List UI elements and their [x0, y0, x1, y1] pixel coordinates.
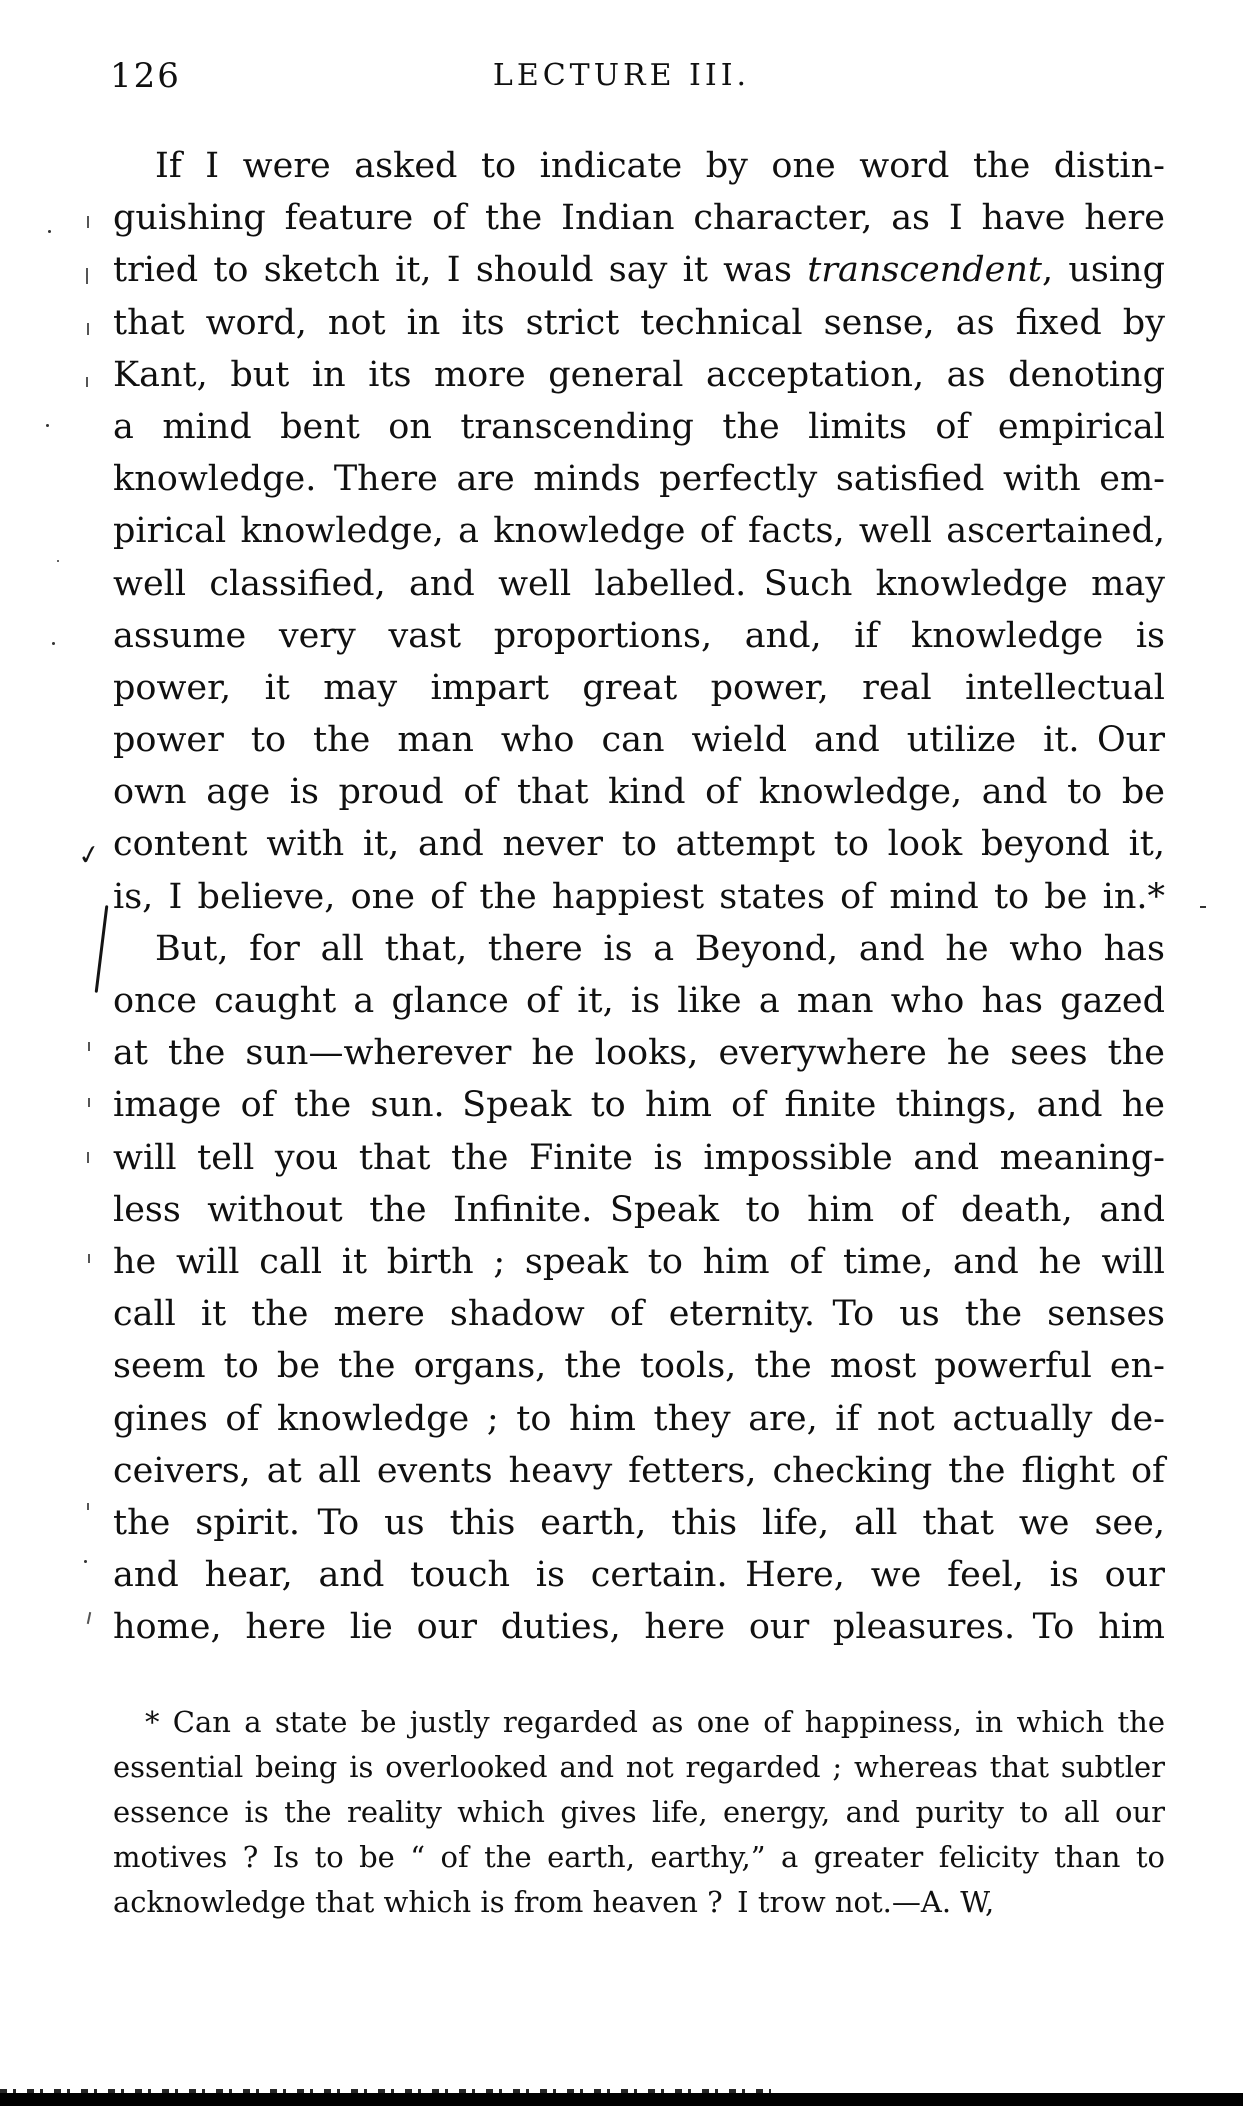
margin-tick: [87, 1503, 89, 1510]
text-line: a mind bent on transcending the limits of empirical: [113, 406, 1165, 447]
text-line: guishing feature of the Indian character, as I have here: [113, 198, 1165, 239]
text-line: at the sun—wherever he looks, everywhere he sees the: [113, 1033, 1165, 1074]
margin-tick: [86, 377, 88, 387]
margin-tick: [87, 1152, 89, 1163]
paragraph-2: [113, 923, 1165, 1654]
margin-tick: [87, 323, 89, 335]
scan-speck: [84, 1560, 87, 1563]
page-number: 126: [110, 56, 181, 96]
text-line: is, I believe, one of the happiest states of mind to be in.*: [113, 876, 1165, 917]
text-segment: , using: [1041, 250, 1165, 291]
running-title: LECTURE III.: [492, 58, 751, 93]
text-line: home, here lie our duties, here our pleasures. To him: [113, 1607, 1165, 1648]
text-line: well classified, and well labelled. Such knowledge may: [113, 563, 1165, 604]
scan-speck: [48, 230, 51, 233]
text-line: the spirit. To us this earth, this life, all that we see,: [113, 1502, 1165, 1543]
text-line: ceivers, at all events heavy fetters, checking the flight of: [113, 1450, 1165, 1491]
margin-tick: [87, 216, 89, 228]
italic-word: transcendent: [807, 250, 1042, 291]
text-line: assume very vast proportions, and, if knowledge is: [113, 615, 1165, 656]
text-line: seem to be the organs, the tools, the most powerful en-: [113, 1346, 1165, 1387]
text-line: Kant, but in its more general acceptation, as denoting: [113, 354, 1165, 395]
text-line: content with it, and never to attempt to look beyond it,: [113, 824, 1165, 865]
text-line: own age is proud of that kind of knowledge, and to be: [113, 772, 1165, 813]
scan-speck: [1200, 906, 1206, 908]
text-line: power, it may impart great power, real intellectual: [113, 667, 1165, 708]
footnote: [113, 1700, 1165, 1925]
footnote-line: essence is the reality which gives life, energy, and purity to all our: [113, 1795, 1165, 1829]
text-line: will tell you that the Finite is impossible and meaning-: [113, 1137, 1165, 1178]
text-line: But, for all that, there is a Beyond, and he who has: [155, 928, 1165, 969]
footnote-line: acknowledge that which is from heaven ? I trow not.—A. W,: [113, 1885, 995, 1919]
text-line: less without the Infinite. Speak to him of death, and: [113, 1189, 1165, 1230]
text-line: gines of knowledge ; to him they are, if not actually de-: [113, 1398, 1165, 1439]
margin-tick: [86, 268, 88, 284]
footnote-line: motives ? Is to be “ of the earth, earthy,” a greater felicity than to: [113, 1840, 1165, 1874]
text-segment: tried to sketch it, I should say it was: [113, 250, 808, 291]
scan-speck: [46, 424, 49, 427]
text-line: that word, not in its strict technical sense, as fixed by: [113, 302, 1165, 343]
text-line: he will call it birth ; speak to him of time, and he will: [113, 1241, 1165, 1282]
margin-check-mark: ✓: [75, 838, 104, 873]
text-line: call it the mere shadow of eternity. To us the senses: [113, 1294, 1165, 1335]
footnote-line: * Can a state be justly regarded as one of happiness, in which the: [145, 1705, 1165, 1739]
text-line: pirical knowledge, a knowledge of facts, well ascertained,: [113, 511, 1165, 552]
text-line: and hear, and touch is certain. Here, we feel, is our: [113, 1555, 1165, 1596]
text-line: [113, 244, 1165, 296]
margin-tick: [88, 1254, 90, 1263]
margin-tick: [88, 1098, 90, 1107]
text-line: once caught a glance of it, is like a man who has gazed: [113, 981, 1165, 1021]
text-line: power to the man who can wield and utilize it. Our: [113, 720, 1165, 761]
paragraph-1: [113, 140, 1165, 923]
text-line: image of the sun. Speak to him of finite things, and he: [113, 1085, 1165, 1126]
body-text: [113, 140, 1165, 1653]
scan-speck: [57, 560, 59, 562]
margin-tick: [88, 1042, 90, 1051]
scan-gutter-bar: [0, 2093, 1243, 2106]
footnote-line: essential being is overlooked and not regarded ; whereas that subtler: [113, 1750, 1165, 1784]
scan-speck: [52, 642, 55, 645]
text-line: If I were asked to indicate by one word the distin-: [155, 146, 1165, 186]
text-line: knowledge. There are minds perfectly satisfied with em-: [113, 459, 1165, 500]
margin-tick: [87, 1612, 91, 1624]
margin-pen-stroke: [95, 905, 109, 993]
